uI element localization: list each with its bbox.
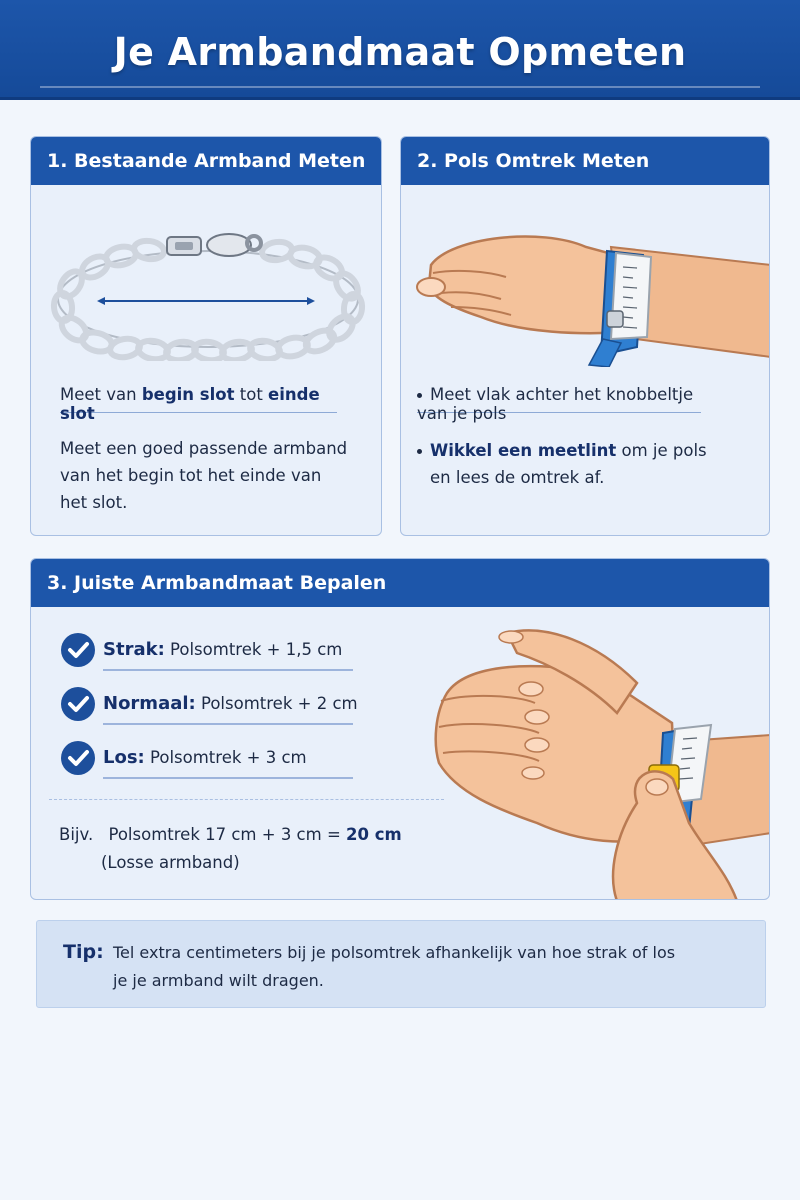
option-los: Los: Polsomtrek + 3 cm (61, 741, 361, 781)
wrist-tape-image (411, 207, 770, 367)
step2-title: 2. Pols Omtrek Meten (401, 137, 769, 185)
step1-card (30, 136, 382, 536)
measure-begin: begin slot (141, 385, 235, 404)
check-circle-icon (61, 741, 95, 775)
step1-title: 1. Bestaande Armband Meten (31, 137, 381, 185)
step1-measure-line (60, 385, 337, 423)
option-divider (103, 669, 353, 671)
tip-line1: Tel extra centimeters bij je polsomtrek afhankelijk van hoe strak of los (113, 943, 676, 962)
check-circle-icon (61, 687, 95, 721)
step2-bullet2: Wikkel een meetlint om je pols en lees de omtrek af. (417, 437, 757, 491)
step2-card (400, 136, 770, 536)
step1-description (60, 435, 360, 516)
step3-card (30, 558, 770, 900)
measure-end: einde slot (60, 385, 320, 423)
option-divider (103, 777, 353, 779)
example-line (59, 825, 402, 844)
page-header (0, 0, 800, 100)
example-note: (Losse armband) (101, 853, 240, 872)
bullet-dot-icon (417, 449, 422, 454)
hand-tape-image (427, 623, 770, 900)
example-result: 20 cm (346, 825, 402, 844)
step3-title: 3. Juiste Armbandmaat Bepalen (31, 559, 769, 607)
step1-desc-line2: van het begin tot het einde van (60, 466, 322, 485)
step1-desc-line3: het slot. (60, 493, 128, 512)
option-divider (103, 723, 353, 725)
option-normaal: Normaal: Polsomtrek + 2 cm (61, 687, 361, 727)
option-strak: Strak: Polsomtrek + 1,5 cm (61, 633, 361, 673)
measure-prefix: Meet van (60, 385, 142, 404)
header-divider (40, 86, 760, 88)
bullet-dot-icon (417, 393, 422, 398)
tip-label: Tip: (63, 941, 104, 963)
example-formula: Polsomtrek 17 cm + 3 cm = (108, 825, 347, 844)
tip-line2: je je armband wilt dragen. (113, 971, 324, 990)
measure-mid: tot (234, 385, 269, 404)
step1-desc-line1: Meet een goed passende armband (60, 439, 348, 458)
step2-bullet1: Meet vlak achter het knobbeltje van je pols (417, 385, 701, 413)
page-title: Je Armbandmaat Opmeten (113, 30, 687, 74)
chain-bracelet-image (49, 229, 367, 361)
check-circle-icon (61, 633, 95, 667)
dashed-divider (49, 799, 444, 800)
tip-box (36, 920, 766, 1008)
example-prefix: Bijv. (59, 825, 94, 844)
